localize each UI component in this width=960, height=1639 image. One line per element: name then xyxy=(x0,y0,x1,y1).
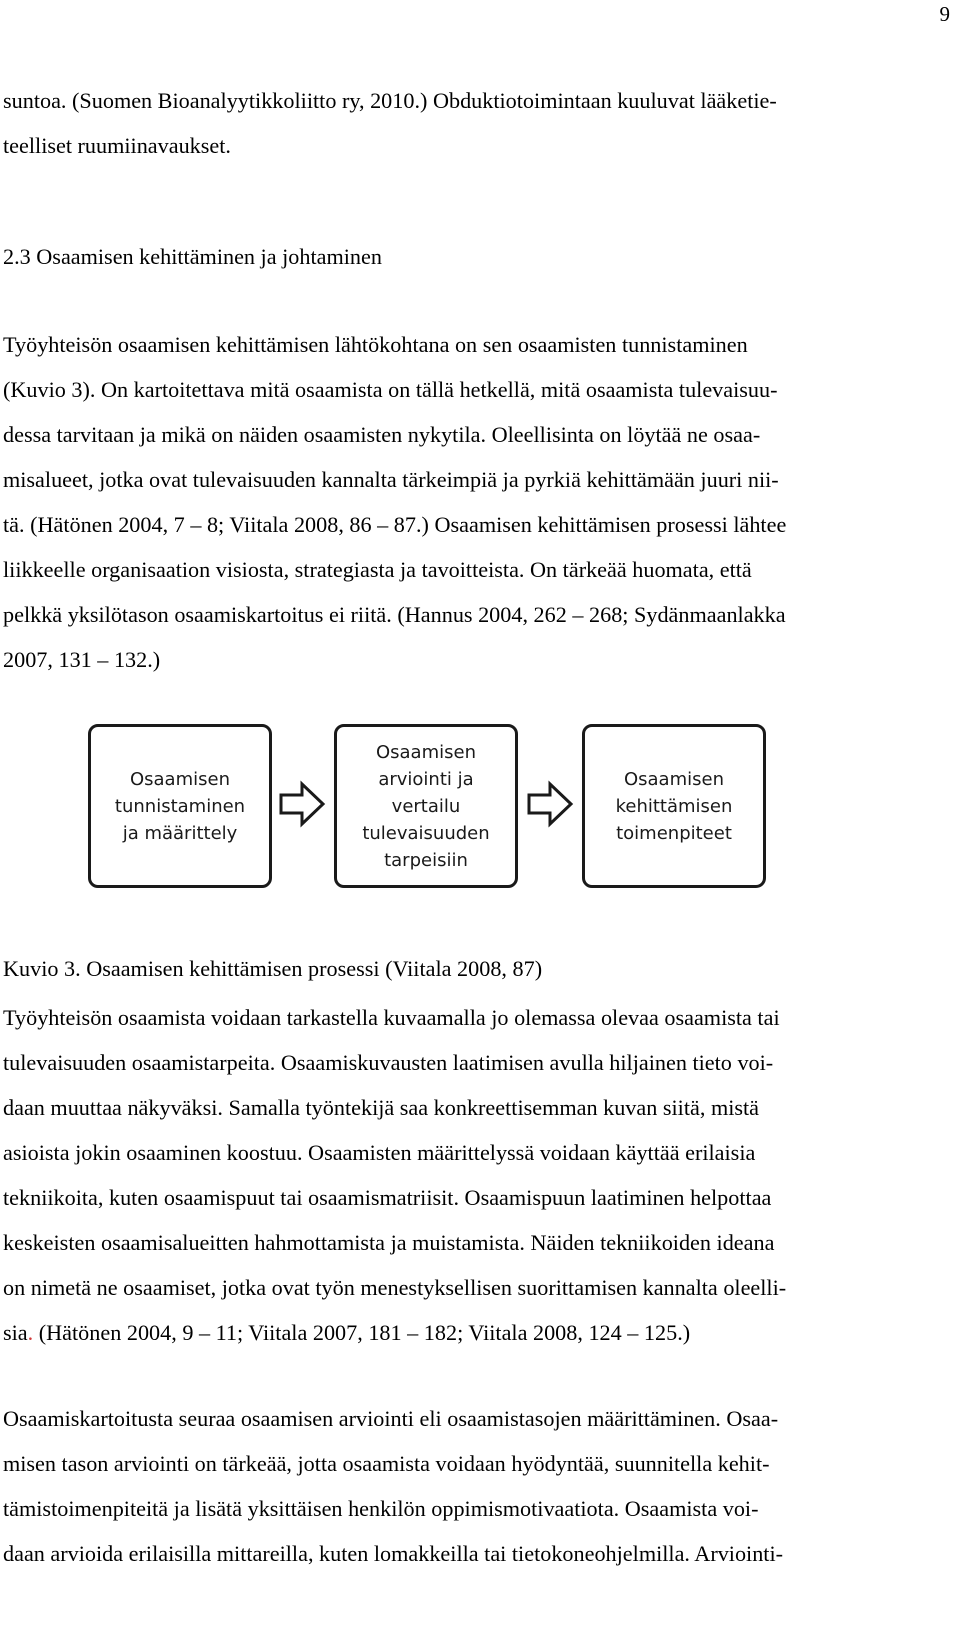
text-line: (Kuvio 3). On kartoitettava mitä osaamista on tällä hetkellä, mitä osaamista tulevaisuu- xyxy=(3,377,778,402)
text-line: tämistoimenpiteitä ja lisätä yksittäisen henkilön oppimismotivaatiota. Osaamista voi- xyxy=(3,1496,759,1521)
paragraph-intro xyxy=(3,78,917,168)
text-line: on nimetä ne osaamiset, jotka ovat työn menestyksellisen suorittamisen kannalta oleelli- xyxy=(3,1275,787,1300)
paragraph-3 xyxy=(3,1396,917,1576)
text-line: tä. (Hätönen 2004, 7 – 8; Viitala 2008, 86 – 87.) Osaamisen kehittämisen prosessi lähtee xyxy=(3,512,787,537)
text-line: dessa tarvitaan ja mikä on näiden osaamisten nykytila. Oleellisinta on löytää ne osaa- xyxy=(3,422,761,447)
red-period: . xyxy=(27,1320,34,1345)
text-line: Työyhteisön osaamista voidaan tarkastella kuvaamalla jo olemassa olevaa osaamista tai xyxy=(3,1005,780,1030)
text-line: liikkeelle organisaation visiosta, strategiasta ja tavoitteista. On tärkeää huomata, että xyxy=(3,557,752,582)
process-box-identification xyxy=(88,724,272,888)
process-box-development xyxy=(582,724,766,888)
right-arrow-icon xyxy=(526,780,574,828)
box-text: Osaamisen xyxy=(129,768,230,790)
text-line: Työyhteisön osaamisen kehittämisen lähtökohtana on sen osaamisten tunnistaminen xyxy=(3,332,748,357)
box-text: tulevaisuuden xyxy=(362,822,490,844)
box-text: ja määrittely xyxy=(122,822,238,844)
paragraph-2 xyxy=(3,995,917,1355)
text-line: 2007, 131 – 132.) xyxy=(3,647,161,672)
right-arrow-icon xyxy=(278,780,326,828)
text-line: misen tason arviointi on tärkeää, jotta osaamista voidaan hyödyntää, suunnitella kehit- xyxy=(3,1451,770,1476)
text-line: tekniikoita, kuten osaamispuut tai osaamismatriisit. Osaamispuun laatiminen helpottaa xyxy=(3,1185,772,1210)
box-text: toimenpiteet xyxy=(616,822,732,844)
text-line: suntoa. (Suomen Bioanalyytikkoliitto ry, 2010.) Obduktiotoimintaan kuuluvat lääketie- xyxy=(3,88,777,113)
page-number: 9 xyxy=(939,2,950,26)
box-text: Osaamisen xyxy=(375,741,476,763)
box-text: kehittämisen xyxy=(615,795,733,817)
text-line: tulevaisuuden osaamistarpeita. Osaamiskuvausten laatimisen avulla hiljainen tieto voi- xyxy=(3,1050,774,1075)
text-line: misalueet, jotka ovat tulevaisuuden kannalta tärkeimpiä ja pyrkiä kehittämään juuri nii- xyxy=(3,467,779,492)
text-line: teelliset ruumiinavaukset. xyxy=(3,133,231,158)
section-heading: 2.3 Osaamisen kehittäminen ja johtaminen xyxy=(3,244,382,269)
box-text: tunnistaminen xyxy=(114,795,246,817)
figure-caption: Kuvio 3. Osaamisen kehittämisen prosessi (Viitala 2008, 87) xyxy=(3,956,543,981)
text-line: daan arvioida erilaisilla mittareilla, kuten lomakkeilla tai tietokoneohjelmilla. Arviointi- xyxy=(3,1541,784,1566)
text-fragment: (Hätönen 2004, 9 – 11; Viitala 2007, 181 – 182; Viitala 2008, 124 – 125.) xyxy=(33,1320,691,1345)
text-line: keskeisten osaamisalueitten hahmottamista ja muistamista. Näiden tekniikoiden ideana xyxy=(3,1230,775,1255)
text-line: daan muuttaa näkyväksi. Samalla työntekijä saa konkreettisemman kuvan siitä, mistä xyxy=(3,1095,760,1120)
box-text: tarpeisiin xyxy=(384,849,468,871)
text-line-last xyxy=(3,1320,690,1345)
paragraph-1 xyxy=(3,322,917,682)
text-line: asioista jokin osaaminen koostuu. Osaamisten määrittelyssä voidaan käyttää erilaisia xyxy=(3,1140,756,1165)
process-diagram xyxy=(88,724,798,888)
box-text: vertailu xyxy=(391,795,461,817)
text-line: pelkkä yksilötason osaamiskartoitus ei riitä. (Hannus 2004, 262 – 268; Sydänmaanlakka xyxy=(3,602,786,627)
box-text: Osaamisen xyxy=(623,768,724,790)
text-line: Osaamiskartoitusta seuraa osaamisen arviointi eli osaamistasojen määrittäminen. Osaa- xyxy=(3,1406,779,1431)
process-box-assessment xyxy=(334,724,518,888)
text-fragment: sia xyxy=(3,1320,28,1345)
box-text: arviointi ja xyxy=(378,768,474,790)
